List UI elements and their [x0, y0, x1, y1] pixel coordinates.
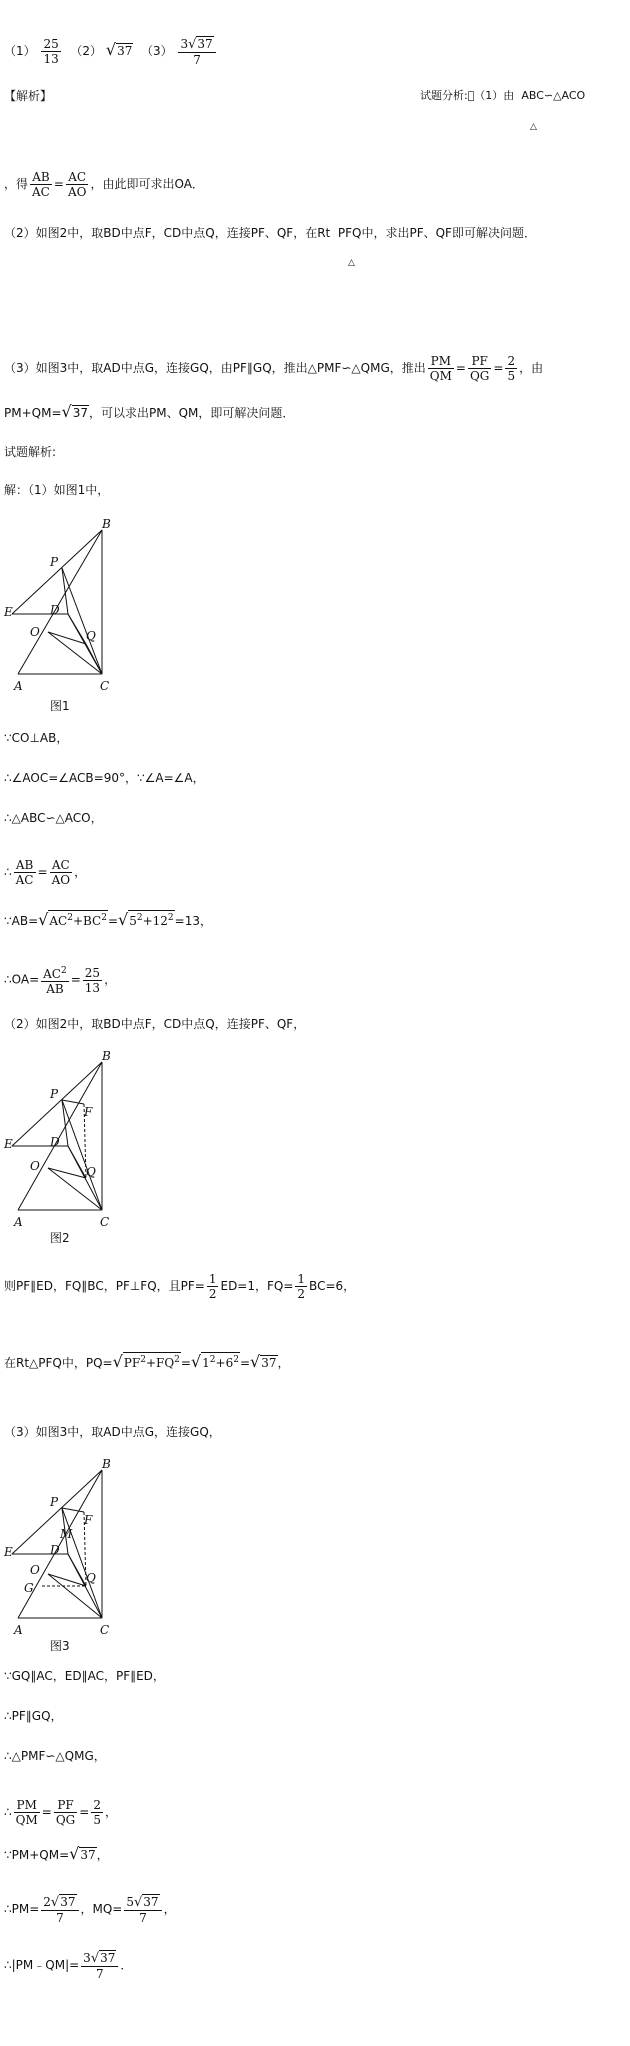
solution-1-ab: $\because AB=√AC^2+BC^2=√5^2+12^2=13$， — [4, 910, 212, 929]
label-F: F — [84, 1105, 93, 1119]
label-E: E — [4, 1137, 13, 1151]
label-E: E — [4, 605, 13, 619]
triangle-mark-2: △ — [348, 258, 355, 268]
solution-3-line-2: ∴PF∥GQ， — [4, 1709, 63, 1723]
solution-3-line-3: ∴△PMF∽△QMG， — [4, 1749, 106, 1763]
solution-1-line-3: ∴△ABC∽△ACO， — [4, 811, 103, 825]
label-D: D — [50, 1135, 60, 1149]
answer-1-label: （1） — [4, 44, 36, 58]
solution-2-pq: 在Rt△PFQ中，$PQ=√PF^2+FQ^2=√1^2+6^2=√37$， — [4, 1352, 290, 1371]
solution-heading: 试题解析: — [4, 445, 57, 459]
figure-2 — [2, 1050, 122, 1249]
label-O: O — [30, 1159, 40, 1173]
label-C: C — [100, 1215, 110, 1229]
answer-2-value: √37 — [105, 40, 133, 59]
label-Q: Q — [86, 629, 96, 643]
label-A: A — [14, 1215, 23, 1229]
answer-2-label: （2） — [70, 44, 103, 58]
label-F: F — [84, 1513, 93, 1527]
label-M: M — [60, 1527, 73, 1541]
analysis-part3: （3）如图3中，取AD中点G，连接GQ，由PF∥GQ，推出△PMF∽△QMG，推出 $\frac{PM}{QM}$ = $\frac{PF}{QG}$ = $\frac{2}{5}$ ，由 — [4, 354, 544, 383]
figure-1-caption: 图1 — [50, 699, 70, 713]
solution-2-line: 则PF∥ED，FQ∥BC，PF⊥FQ，且PF= $\frac{1}{2}$ ED=1，FQ= $\frac{1}{2}$ BC=6， — [4, 1272, 356, 1301]
segment-EB — [12, 530, 102, 614]
answers-line — [4, 36, 218, 67]
solution-1-intro: 解：（1）如图1中， — [4, 483, 110, 497]
label-P: P — [50, 1087, 59, 1101]
analysis-get-line: ，得 $\frac{AB}{AC}$ = $\frac{AC}{AO}$ ，由此即可求出OA． — [4, 170, 204, 199]
label-O: O — [30, 625, 40, 639]
figure-3 — [2, 1458, 122, 1657]
label-B: B — [102, 518, 111, 531]
label-P: P — [50, 555, 59, 569]
solution-1-ratio: ∴ $\frac{AB}{AC}$ = $\frac{AC}{AO}$ ， — [4, 858, 87, 887]
analysis-heading: 【解析】 — [4, 89, 53, 103]
label-A: A — [14, 679, 23, 693]
solution-3-diff: ∴|PM﹣QM|= $\frac{3√37}{7}$ ． — [4, 1951, 133, 1981]
solution-1-oa: ∴OA= $\frac{AC^2}{AB}$ = $\frac{25}{13}$ ， — [4, 965, 117, 996]
solution-3-ratio: ∴ $\frac{PM}{QM}$ = $\frac{PF}{QG}$ = $\frac{2}{5}$ ， — [4, 1798, 117, 1827]
label-D: D — [50, 603, 60, 617]
label-B: B — [102, 1050, 111, 1063]
label-O: O — [30, 1563, 40, 1577]
label-B: B — [102, 1458, 111, 1471]
solution-1-line-2: ∴∠AOC=∠ACB=90°，∵∠A=∠A， — [4, 771, 205, 785]
analysis-right: 试题分析: （1）由 ABC∽△ACO — [420, 89, 586, 102]
answer-1-fraction: $\frac{25}{13}$ — [43, 37, 59, 66]
label-A: A — [14, 1623, 23, 1637]
label-P: P — [50, 1495, 59, 1509]
solution-3-intro: （3）如图3中，取AD中点G，连接GQ， — [4, 1425, 221, 1439]
triangle-mark-1: △ — [530, 122, 537, 132]
label-Q: Q — [86, 1571, 96, 1585]
solution-3-line-1: ∵GQ∥AC，ED∥AC，PF∥ED， — [4, 1669, 165, 1683]
solution-1-line-1: ∵CO⊥AB， — [4, 731, 69, 745]
label-D: D — [50, 1543, 60, 1557]
solution-3-pm: ∴PM= $\frac{2√37}{7}$ ，MQ= $\frac{5√37}{7}$ ， — [4, 1895, 176, 1925]
label-G: G — [24, 1581, 34, 1595]
solution-2-intro: （2）如图2中，取BD中点F，CD中点Q，连接PF、QF， — [4, 1017, 306, 1031]
figure-1 — [2, 518, 122, 717]
label-C: C — [100, 1623, 110, 1637]
analysis-part2: （2）如图2中，取BD中点F，CD中点Q，连接PF、QF，在Rt PFQ中，求出PF、QF即可解决问题． — [4, 226, 536, 240]
label-Q: Q — [86, 1165, 96, 1179]
answer-3-fraction: $\frac{3√37}{7}$ — [178, 36, 215, 67]
solution-3-sum: ∵PM+QM=√37， — [4, 1844, 109, 1863]
answer-3-label: （3） — [140, 44, 173, 58]
label-C: C — [100, 679, 110, 693]
analysis-part3-b: PM+QM=√37，可以求出PM、QM，即可解决问题． — [4, 402, 295, 421]
label-E: E — [4, 1545, 13, 1559]
figure-3-caption: 图3 — [50, 1639, 70, 1653]
figure-2-caption: 图2 — [50, 1231, 70, 1245]
